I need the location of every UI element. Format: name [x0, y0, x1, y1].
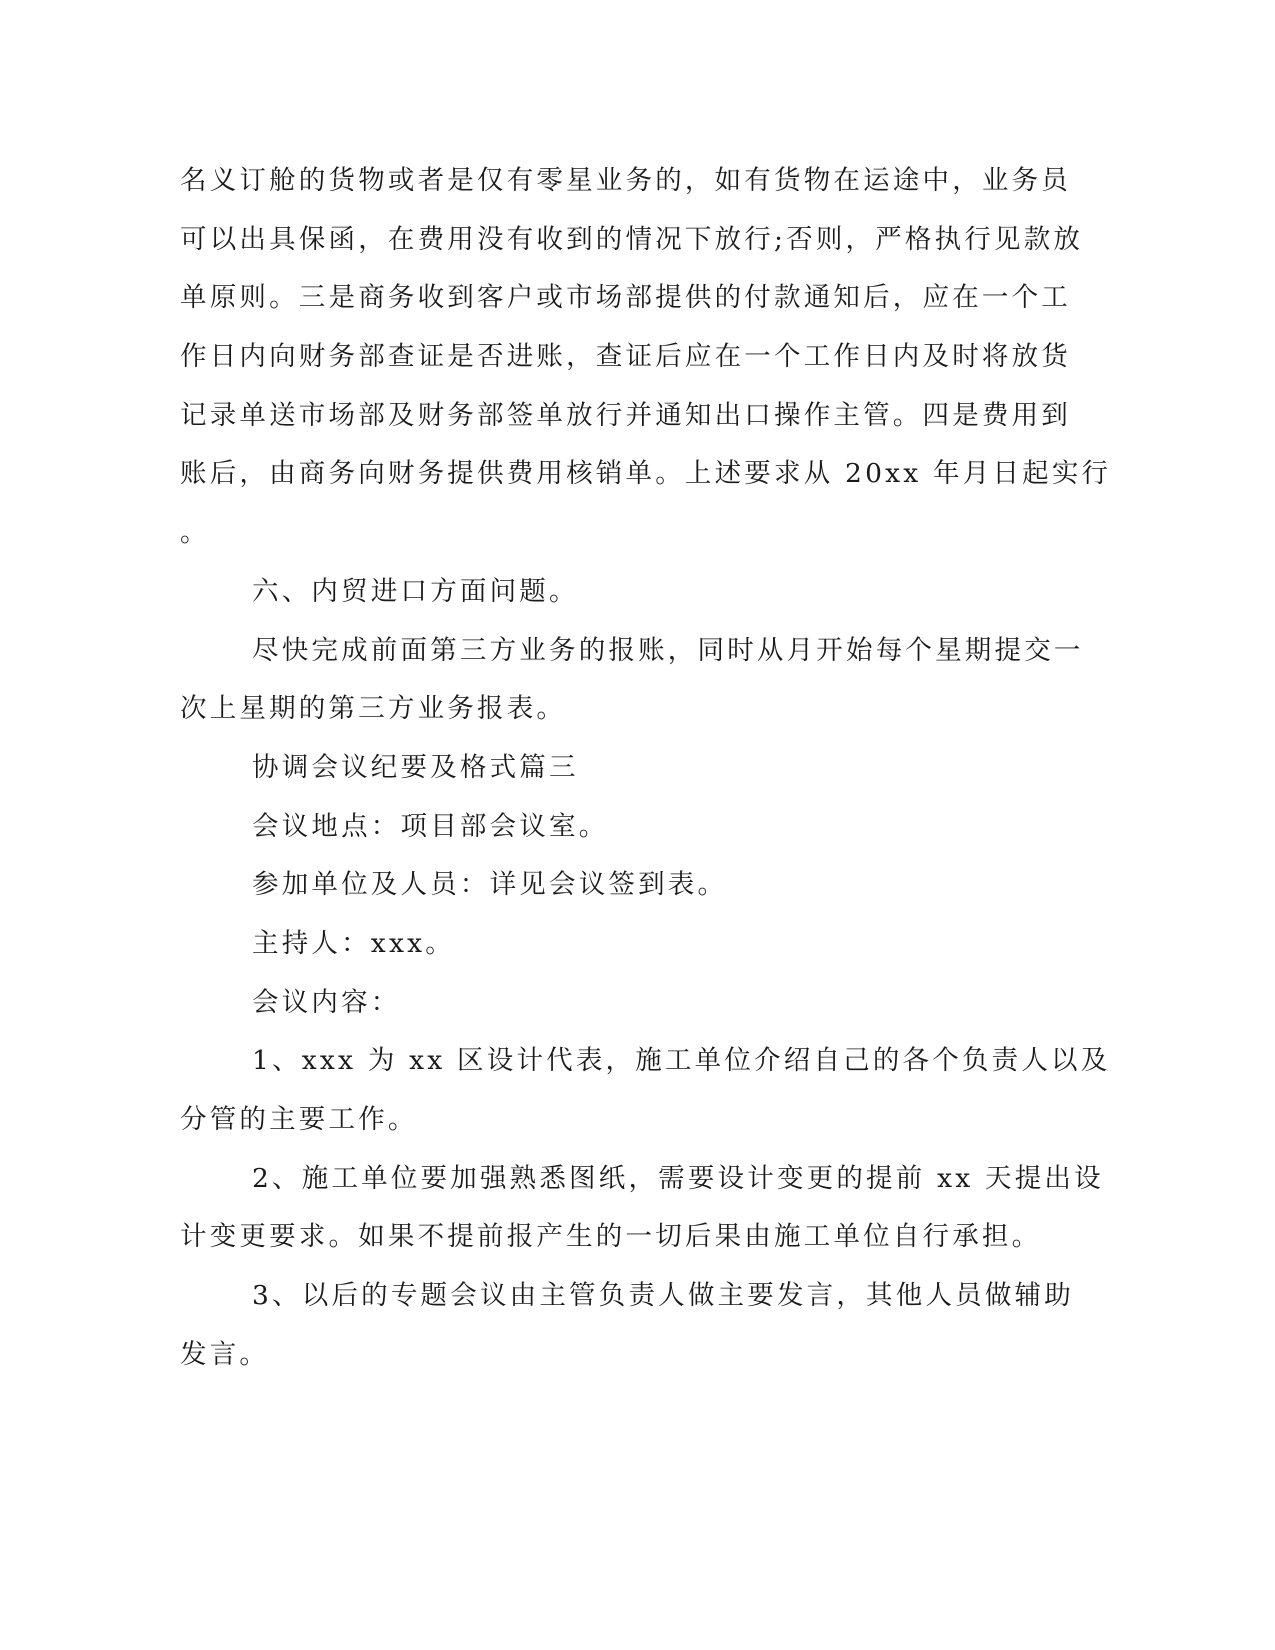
text-line: 。	[180, 517, 210, 549]
text-line: 分管的主要工作。	[180, 1104, 418, 1135]
text-line: 名义订舱的货物或者是仅有零星业务的，如有货物在运途中，业务员	[180, 165, 1071, 196]
list-item-1: 1、xxx 为 xx 区设计代表，施工单位介绍自己的各个负责人以及	[252, 1045, 1111, 1077]
meeting-participants: 参加单位及人员：详见会议签到表。	[252, 869, 728, 901]
document-body	[180, 152, 1112, 1384]
text-line: 发言。	[180, 1338, 270, 1370]
text-line: 单原则。三是商务收到客户或市场部提供的付款通知后，应在一个工	[180, 282, 1071, 314]
text-line: 账后，由商务向财务提供费用核销单。上述要求从 20xx 年月日起实行	[180, 458, 1112, 490]
meeting-content-label: 会议内容：	[252, 986, 401, 1018]
section-heading: 六、内贸进口方面问题。	[252, 575, 579, 607]
text-line: 次上星期的第三方业务报表。	[180, 693, 567, 725]
meeting-host: 主持人：xxx。	[252, 927, 455, 959]
text-line: 可以出具保函，在费用没有收到的情况下放行;否则，严格执行见款放	[180, 223, 1084, 255]
text-line: 记录单送市场部及财务部签单放行并通知出口操作主管。四是费用到	[180, 399, 1071, 431]
text-line: 计变更要求。如果不提前报产生的一切后果由施工单位自行承担。	[180, 1221, 1042, 1253]
text-line: 作日内向财务部查证是否进账，查证后应在一个工作日内及时将放货	[180, 341, 1071, 373]
section-title: 协调会议纪要及格式篇三	[252, 751, 579, 783]
list-item-2: 2、施工单位要加强熟悉图纸，需要设计变更的提前 xx 天提出设	[252, 1162, 1104, 1194]
list-item-3: 3、以后的专题会议由主管负责人做主要发言，其他人员做辅助	[252, 1280, 1074, 1312]
meeting-location: 会议地点：项目部会议室。	[252, 810, 609, 842]
paragraph-start: 尽快完成前面第三方业务的报账，同时从月开始每个星期提交一	[252, 634, 1084, 666]
